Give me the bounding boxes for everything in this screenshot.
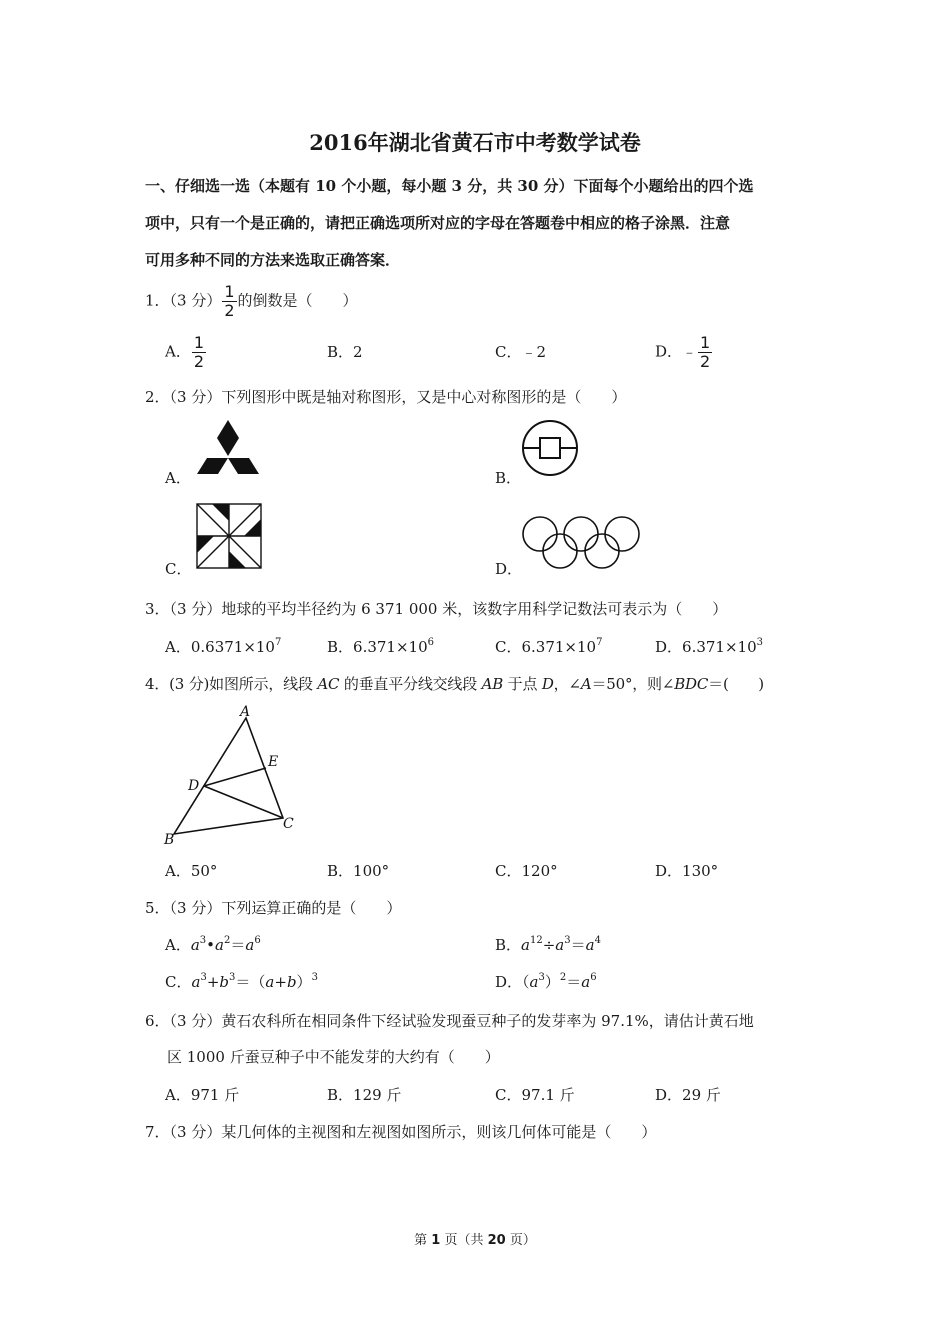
question-6-line1: 6．（3 分）黄石农科所在相同条件下经试验发现蚕豆种子的发芽率为 97.1%，请估计黄石地 <box>145 1012 754 1030</box>
triangle-figure <box>160 702 300 847</box>
q2-option-a-label: A． <box>165 469 191 487</box>
point-label-e: E <box>268 754 279 770</box>
q1-option-b: B．2 <box>327 343 363 361</box>
q6-option-d: D．29 斤 <box>655 1086 721 1104</box>
question-3: 3．（3 分）地球的平均半径约为 6 371 000 米，该数字用科学记数法可表示为（ ） <box>145 600 728 618</box>
q2-option-c-label: C． <box>165 560 192 578</box>
q4-option-d: D．130° <box>655 862 719 880</box>
question-7: 7．（3 分）某几何体的主视图和左视图如图所示，则该几何体可能是（ ） <box>145 1123 657 1141</box>
vertex-label-c: C <box>283 816 294 832</box>
q5-option-b: B．$a^{12}\div a^3=a^4$ <box>495 935 601 954</box>
page-footer: 第 1 页（共 20 页） <box>414 1233 536 1248</box>
fraction: $\frac{1}{2}$ <box>700 333 711 371</box>
q5-option-d: D．$(a^3)^2=a^6$ <box>495 972 597 991</box>
q4-option-c: C．120° <box>495 862 558 880</box>
coin-square-figure <box>520 418 580 478</box>
vertex-label-b: B <box>164 832 175 848</box>
fraction: $\frac{1}{2}$ <box>193 333 205 371</box>
pinwheel-figure <box>195 502 263 570</box>
q5-option-c: C．$a^3+b^3=(a+b)^3$ <box>165 972 318 991</box>
q1-option-c: C．﹣2 <box>495 343 547 361</box>
q2-option-b-label: B． <box>495 469 522 487</box>
olympic-rings-figure <box>522 514 640 572</box>
question-6-line2: 区 1000 斤蚕豆种子中不能发芽的大约有（ ） <box>167 1048 500 1066</box>
q5-option-a: A．$a^3•a^2=a^6$ <box>165 935 261 954</box>
q3-option-c: C．$6.371\times 10^7$ <box>495 637 603 656</box>
question-5: 5．（3 分）下列运算正确的是（ ） <box>145 899 402 917</box>
q1-option-d: D．﹣ $\frac{1}{2}$ <box>655 333 711 371</box>
fraction-one-half: $\frac{1}{2}$ <box>224 282 235 320</box>
q6-option-b: B．129 斤 <box>327 1086 402 1104</box>
section-instructions-line3: 可用多种不同的方法来选取正确答案． <box>145 251 401 269</box>
page-title: 2016年湖北省黄石市中考数学试卷 <box>309 130 641 155</box>
mitsubishi-diamonds-figure <box>195 418 261 478</box>
question-1: 1．（3 分） $\frac{1}{2}$ 的倒数是（ ） <box>145 282 358 320</box>
q6-option-c: C．97.1 斤 <box>495 1086 575 1104</box>
question-2: 2．（3 分）下列图形中既是轴对称图形，又是中心对称图形的是（ ） <box>145 388 627 406</box>
vertex-label-a: A <box>240 704 251 720</box>
q1-option-a: A． $\frac{1}{2}$ <box>165 333 205 371</box>
section-instructions-line2: 项中，只有一个是正确的，请把正确选项所对应的字母在答题卷中相应的格子涂黑．注意 <box>145 214 731 232</box>
q3-option-a: A．$0.6371\times 10^7$ <box>165 637 282 656</box>
section-instructions-line1: 一、仔细选一选（本题有 10 个小题，每小题 3 分，共 30 分）下面每个小题给出的四个选 <box>145 177 754 195</box>
q6-option-a: A．971 斤 <box>165 1086 240 1104</box>
q2-option-d-label: D． <box>495 560 523 578</box>
q4-option-a: A．50° <box>165 862 218 880</box>
q4-option-b: B．100° <box>327 862 390 880</box>
q3-option-b: B．$6.371\times 10^6$ <box>327 637 434 656</box>
question-4: 4．(3 分)如图所示，线段 AC 的垂直平分线交线段 AB 于点 D，∠A＝50°，则∠BDC＝( ) <box>145 675 764 693</box>
point-label-d: D <box>188 778 200 794</box>
q3-option-d: D．$6.371\times 10^3$ <box>655 637 763 656</box>
